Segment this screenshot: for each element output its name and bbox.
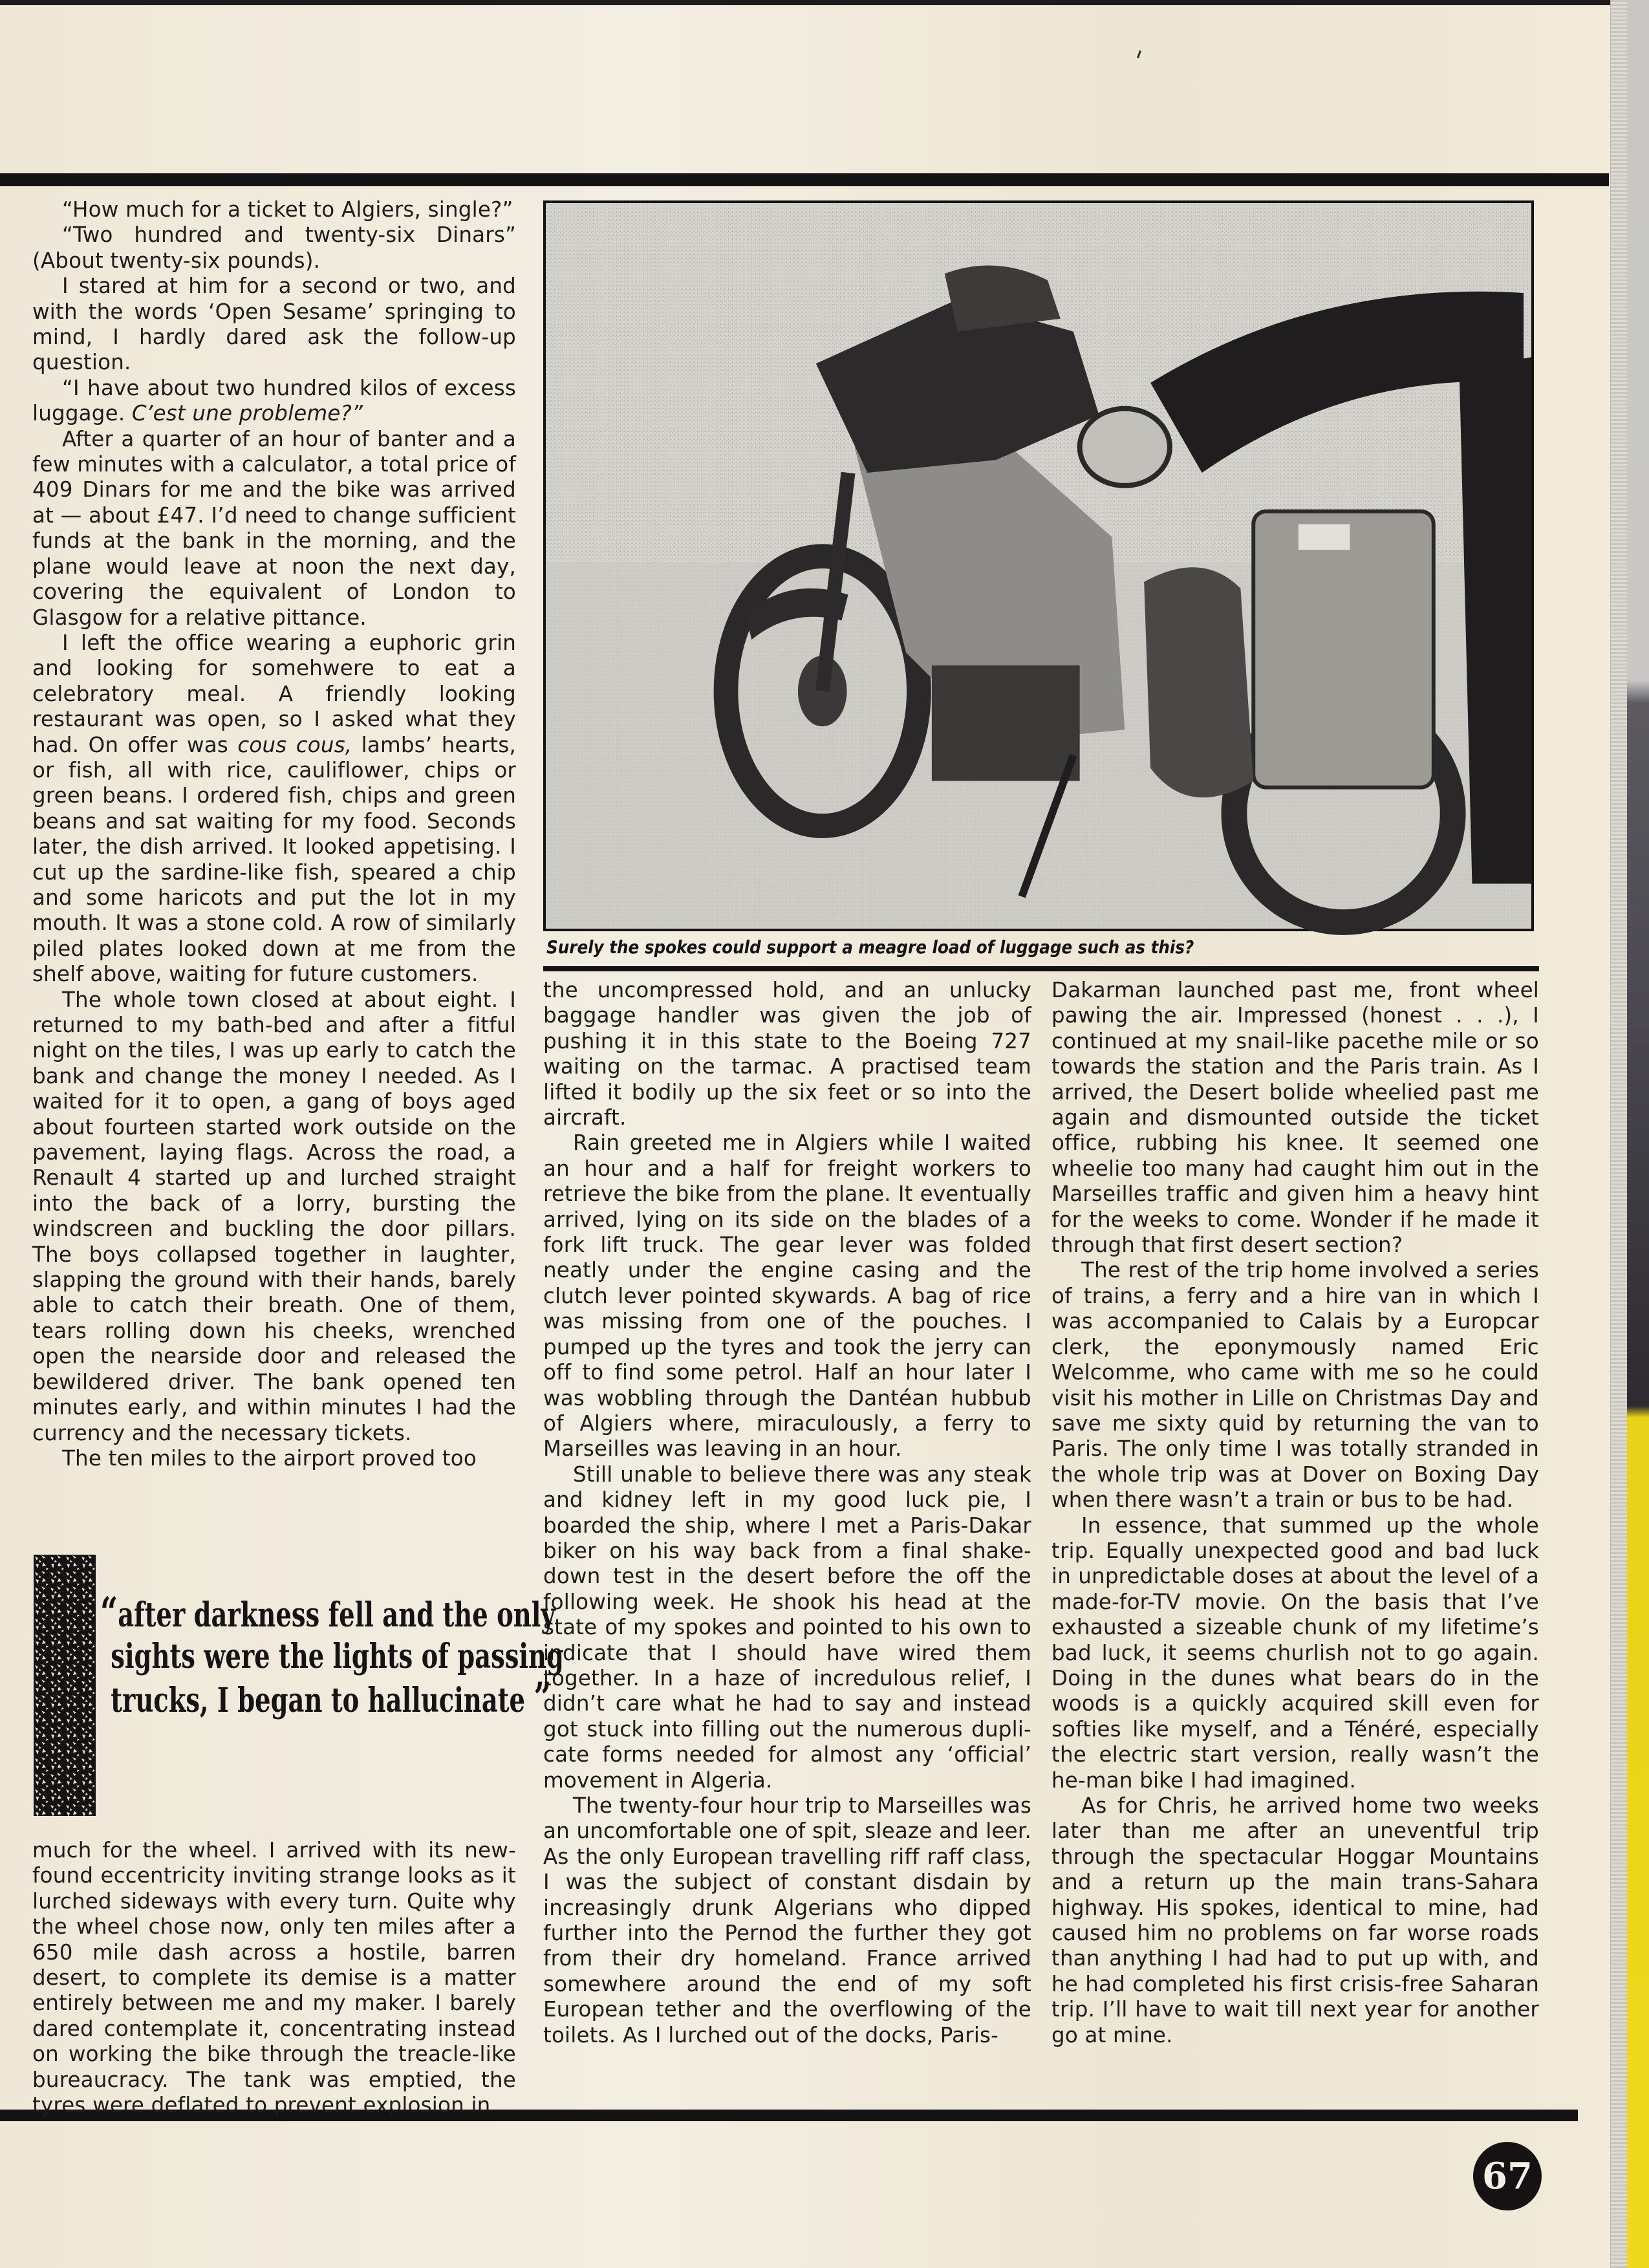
top-rule <box>0 173 1609 186</box>
paragraph: The whole town closed at about eight. I returned to my bath-bed and after a fitful night on the tiles, I was up early to catch the bank and change the money I needed. As I waited for it to open, a gang of boys aged about fourteen started work outside on the pavement, laying flags. Across the road, a Renault 4 started up and lurched straight into the back of a lorry, bursting the windscreen and buckling the door pillars. The boys collapsed together in laughter, slapping the ground with their hands, barely able to catch their breath. One of them, tears rolling down his cheeks, wrenched open the nearside door and released the bewildered driver. The bank opened ten minutes early, and within minutes I had the currency and the necessary tickets. <box>32 987 516 1445</box>
pull-quote-line <box>100 1674 552 1722</box>
adjacent-page-strip <box>1627 0 1649 2268</box>
italic-phrase: C’est une probleme?” <box>131 401 363 426</box>
paragraph: In essence, that summed up the whole trip. Equally unexpected good and bad luck in unpredictable doses at about the level of a made-for-TV movie. On the basis that I’ve exhausted a sizeable chunk of my lifetime’s bad luck, it seems churlish not to go again. Doing in the dunes what bears do in the woods is a quickly acquired skill even for softies like myself, and a Ténéré, especially the electric start version, really wasn’t the he-man bike I had imagined. <box>1051 1513 1539 1793</box>
paragraph: Still unable to believe there was any steak and kidney left in my good luck pie, I boarded the ship, where I met a Paris-Dakar biker on his way back from a final shake-down test in the desert before the off the following week. He shook his head at the state of my spokes and pointed to his own to indicate that I should have wired them together. In a haze of incredulous relief, I didn’t care what he had to say and instead got stuck into filling out the numerous dupli-cate forms needed for almost any ‘official’ movement in Algeria. <box>543 1462 1031 1793</box>
page-number: 67 <box>1482 2155 1533 2198</box>
article-column-3 <box>1051 978 1539 2048</box>
motorcycle-photo <box>543 200 1534 931</box>
open-quote-mark: “ <box>100 1588 118 1637</box>
paragraph-text: lambs’ hearts, or fish, all with rice, cauliflower, chips or green beans. I ordered fish, chips and green beans and sat waiting for my food. Seconds later, the dish arrived. It looked appetising. I cut up the sardine-like fish, speared a chip and some haricots and put the lot in my mouth. It was a stone cold. A row of similarly piled plates looked down at me from the shelf above, waiting for future customers. <box>32 732 516 987</box>
close-quote-mark: ” <box>534 1674 552 1722</box>
paragraph: The twenty-four hour trip to Marseilles was an uncomfortable one of spit, sleaze and leer. As the only European travelling riff raff class, I was the subject of constant disdain by increasingly drunk Algerians who dipped further into the Pernod the further they got from their dry homeland. France arrived somewhere around the end of my soft European tether and the overflowing of the toilets. As I lurched out of the docks, Paris- <box>543 1793 1031 2047</box>
pull-quote-texture-bar <box>34 1555 96 1816</box>
article-column-1 <box>32 197 516 1471</box>
print-speck <box>1137 50 1141 58</box>
paragraph: The rest of the trip home involved a series of trains, a ferry and a hire van in which I was accompanied to Calais by a Europcar clerk, the eponymously named Eric Welcomme, who came with me so he could visit his mother in Lille on Christmas Day and save me sixty quid by returning the van to Paris. The only time I was totally stranded in the whole trip was at Dover on Boxing Day when there wasn’t a train or bus to be had. <box>1051 1258 1539 1513</box>
paragraph: After a quarter of an hour of banter and a few minutes with a calculator, a total price of 409 Dinars for me and the bike was arrived at — about £47. I’d need to change sufficient funds at the bank in the morning, and the plane would leave at noon the next day, covering the equivalent of London to Glasgow for a relative pittance. <box>32 426 516 630</box>
article-column-1-continued <box>32 1838 516 2118</box>
article-column-2 <box>543 978 1031 2048</box>
paragraph: the uncompressed hold, and an unlucky baggage handler was given the job of pushing it in this state to the Boeing 727 waiting on the tarmac. A practised team lifted it bodily up the six feet or so into the aircraft. <box>543 978 1031 1130</box>
paragraph-text: “I have about two hundred kilos of excess luggage. <box>32 375 516 426</box>
jerry-can <box>1253 512 1434 788</box>
paragraph: much for the wheel. I arrived with its new-found eccentricity inviting strange looks as it lurched sideways with every turn. Quite why the wheel chose now, only ten miles after a 650 mile dash across a hostile, barren desert, to complete its demise is a matter entirely between me and my maker. I barely dared contemplate it, concentrating instead on working the bike through the treacle-like bureaucracy. The tank was emptied, the tyres were deflated to prevent explosion in <box>32 1838 516 2118</box>
helmet <box>1080 409 1170 486</box>
pannier <box>1144 567 1253 797</box>
speckle-pattern <box>34 1555 96 1816</box>
pull-quote <box>100 1588 564 1722</box>
pull-quote-text: after darkness fell and the only <box>118 1595 555 1635</box>
paragraph: “Two hundred and twenty-six Dinars” (About twenty-six pounds). <box>32 222 516 273</box>
caption-rule <box>543 966 1539 971</box>
paragraph: Dakarman launched past me, front wheel pawing the air. Impressed (honest . . .), I continued at my snail-like pacethe mile or so towards the station and the Paris train. As I arrived, the Desert bolide wheelied past me again and dismounted outside the ticket office, rubbing his knee. It seemed one wheelie too many had caught him out in the Marseilles traffic and given him a heavy hint for the weeks to come. Wonder if he made it through that first desert section? <box>1051 978 1539 1258</box>
page-number-badge <box>1473 2142 1542 2210</box>
paragraph: The ten miles to the airport proved too <box>62 1445 477 1471</box>
pull-quote-line <box>100 1588 555 1637</box>
pull-quote-box <box>100 1588 564 1754</box>
engine <box>932 665 1080 781</box>
paragraph <box>32 376 516 427</box>
paragraph <box>32 631 516 988</box>
paragraph: As for Chris, he arrived home two weeks later than me after an uneventful trip through the spectacular Hoggar Mountains and a return up the main trans-Sahara highway. His spokes, identical to mine, had caused him no problems on far worse roads than anything I had had to put up with, and he had completed his first crisis-free Saharan trip. I’ll have to wait till next year for another go at mine. <box>1051 1793 1539 2047</box>
paragraph: Rain greeted me in Algiers while I waited an hour and a half for freight workers to retrieve the bike from the plane. It eventually arrived, lying on its side on the blades of a fork lift truck. The gear lever was folded neatly under the engine casing and the clutch lever pointed skywards. A bag of rice was missing from one of the pouches. I pumped up the tyres and took the jerry can off to find some petrol. Half an hour later I was wobbling through the Dantéan hubbub of Algiers where, miraculously, a ferry to Marseilles was leaving in an hour. <box>543 1130 1031 1462</box>
page-edge-shadow <box>1610 0 1628 2268</box>
photo-caption: Surely the spokes could support a meagre load of luggage such as this? <box>546 936 1194 958</box>
paragraph: I stared at him for a second or two, and with the words ‘Open Sesame’ springing to mind, I hardly dared ask the follow-up question. <box>32 274 516 375</box>
paragraph: “How much for a ticket to Algiers, single?” <box>62 197 513 222</box>
pull-quote-text: trucks, I began to hallucinate <box>111 1681 526 1720</box>
page-top-edge <box>0 0 1649 5</box>
italic-phrase: cous cous, <box>237 732 352 757</box>
paragraph-text: I left the office wearing a euphoric grin and looking for somehwere to eat a celebratory meal. A friendly looking restaurant was open, so I asked what they had. On offer was <box>32 630 516 757</box>
pull-quote-line: sights were the lights of passing <box>111 1637 564 1676</box>
jerry-can-handle <box>1299 524 1350 550</box>
motorcycle-illustration <box>546 203 1531 929</box>
